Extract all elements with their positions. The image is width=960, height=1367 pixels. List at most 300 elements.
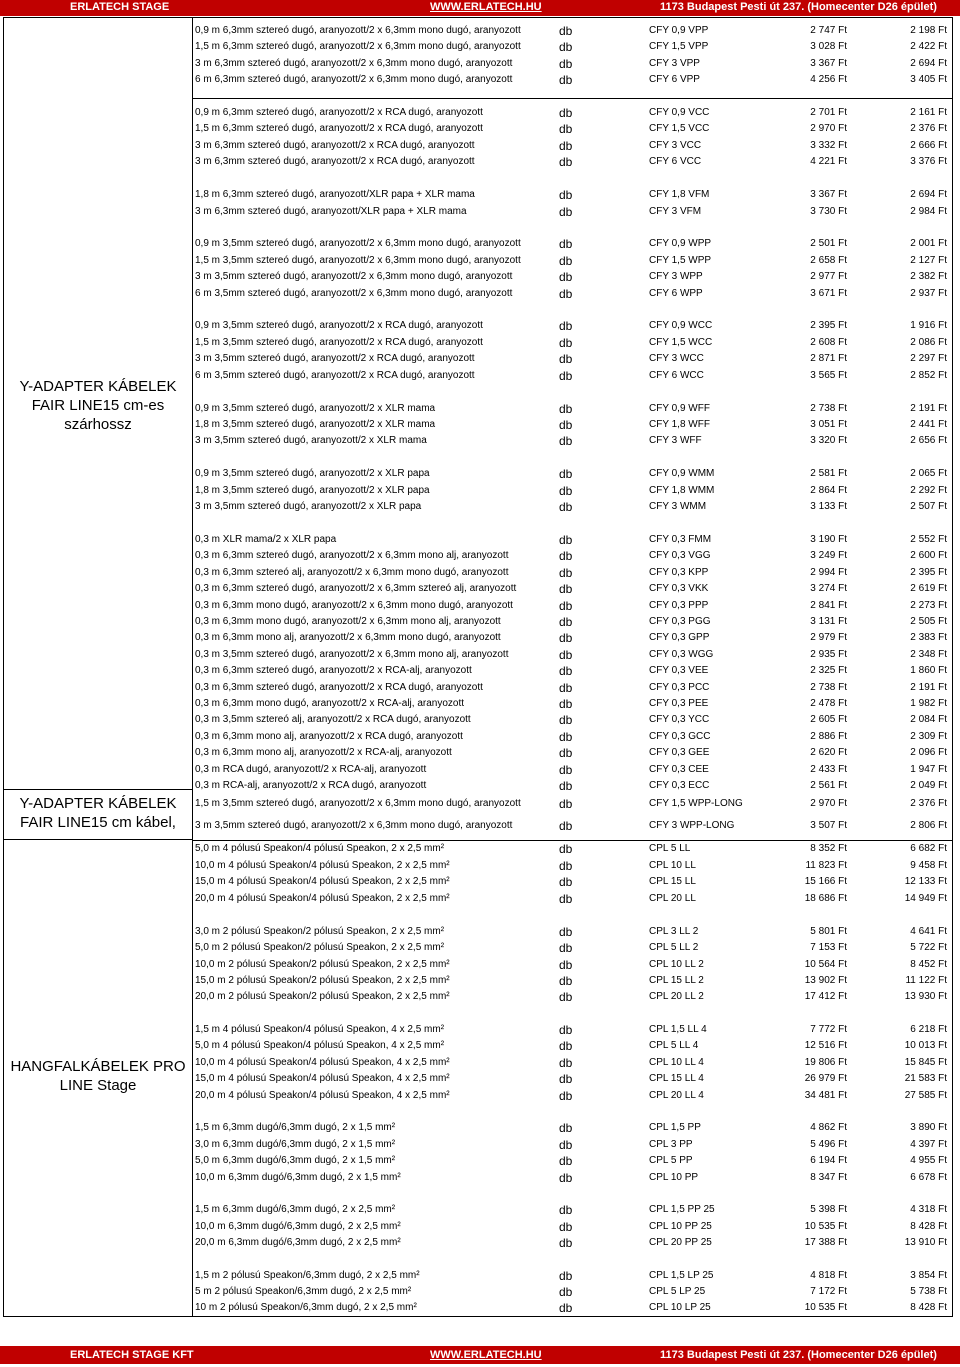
item-unit: db — [559, 664, 573, 678]
table-row — [193, 858, 951, 874]
item-unit: db — [559, 1236, 573, 1250]
item-code: CFY 3 VFM — [649, 206, 702, 217]
table-row — [193, 680, 951, 696]
section-divider — [193, 98, 953, 99]
item-code: CPL 5 LL — [649, 843, 691, 854]
header-bar — [0, 0, 960, 16]
item-description: 0,3 m 6,3mm sztereó dugó, aranyozott/2 x 6,3mm mono alj, aranyozott — [195, 550, 509, 561]
item-net-price: 2 376 Ft — [910, 798, 947, 809]
item-description: 0,9 m 3,5mm sztereó dugó, aranyozott/2 x XLR papa — [195, 468, 430, 479]
table-row — [193, 745, 951, 761]
item-code: CFY 0,3 PGG — [649, 616, 711, 627]
item-unit: db — [559, 958, 573, 972]
item-net-price: 10 013 Ft — [904, 1040, 947, 1051]
item-net-price: 2 382 Ft — [910, 271, 947, 282]
item-list-price: 2 970 Ft — [810, 123, 847, 134]
item-code: CFY 0,9 WCC — [649, 320, 713, 331]
item-code: CFY 0,3 PPP — [649, 600, 709, 611]
table-row — [193, 647, 951, 663]
item-unit: db — [559, 500, 573, 514]
item-code: CFY 0,9 VPP — [649, 25, 709, 36]
item-code: CPL 1,5 PP 25 — [649, 1204, 715, 1215]
item-description: 3,0 m 6,3mm dugó/6,3mm dugó, 2 x 1,5 mm² — [195, 1139, 396, 1150]
item-description: 1,5 m 3,5mm sztereó dugó, aranyozott/2 x 6,3mm mono dugó, aranyozott — [195, 798, 521, 809]
table-row — [193, 957, 951, 973]
table-row — [193, 796, 951, 812]
item-code: CFY 0,3 VKK — [649, 583, 709, 594]
item-net-price: 1 947 Ft — [910, 764, 947, 775]
item-list-price: 3 028 Ft — [810, 41, 847, 52]
item-list-price: 7 153 Ft — [810, 942, 847, 953]
table-row — [193, 1170, 951, 1186]
item-net-price: 27 585 Ft — [904, 1090, 947, 1101]
item-code: CPL 10 LL — [649, 860, 696, 871]
item-description: 20,0 m 4 pólusú Speakon/4 pólusú Speakon, 2 x 2,5 mm² — [195, 893, 450, 904]
item-description: 1,5 m 6,3mm sztereó dugó, aranyozott/2 x RCA dugó, aranyozott — [195, 123, 483, 134]
item-unit: db — [559, 270, 573, 284]
item-list-price: 3 730 Ft — [810, 206, 847, 217]
item-net-price: 2 273 Ft — [910, 600, 947, 611]
item-net-price: 13 930 Ft — [904, 991, 947, 1002]
item-net-price: 2 198 Ft — [910, 25, 947, 36]
item-description: 15,0 m 2 pólusú Speakon/2 pólusú Speakon, 2 x 2,5 mm² — [195, 975, 450, 986]
item-list-price: 2 561 Ft — [810, 780, 847, 791]
item-description: 10,0 m 6,3mm dugó/6,3mm dugó, 2 x 1,5 mm² — [195, 1172, 401, 1183]
item-list-price: 3 274 Ft — [810, 583, 847, 594]
item-description: 0,9 m 3,5mm sztereó dugó, aranyozott/2 x RCA dugó, aranyozott — [195, 320, 483, 331]
item-net-price: 2 395 Ft — [910, 567, 947, 578]
item-unit: db — [559, 418, 573, 432]
item-description: 0,3 m 6,3mm sztereó dugó, aranyozott/2 x 6,3mm sztereó alj, aranyozott — [195, 583, 517, 594]
table-row — [193, 663, 951, 679]
item-net-price: 2 600 Ft — [910, 550, 947, 561]
item-description: 5 m 2 pólusú Speakon/6,3mm dugó, 2 x 2,5 mm² — [195, 1286, 412, 1297]
category-label: Y-ADAPTER KÁBELEK FAIR LINE15 cm-es szárhossz — [19, 378, 177, 433]
item-description: 1,8 m 3,5mm sztereó dugó, aranyozott/2 x XLR mama — [195, 419, 436, 430]
item-description: 0,3 m RCA dugó, aranyozott/2 x RCA-alj, aranyozott — [195, 764, 427, 775]
item-list-price: 4 256 Ft — [810, 74, 847, 85]
table-row — [193, 874, 951, 890]
item-list-price: 2 325 Ft — [810, 665, 847, 676]
item-net-price: 2 806 Ft — [910, 820, 947, 831]
table-row — [193, 204, 951, 220]
table-row — [193, 138, 951, 154]
item-net-price: 3 405 Ft — [910, 74, 947, 85]
item-list-price: 2 701 Ft — [810, 107, 847, 118]
item-unit: db — [559, 434, 573, 448]
item-list-price: 18 686 Ft — [804, 893, 847, 904]
item-description: 3 m 6,3mm sztereó dugó, aranyozott/2 x RCA dugó, aranyozott — [195, 156, 475, 167]
item-description: 0,3 m XLR mama/2 x XLR papa — [195, 534, 337, 545]
item-description: 0,3 m RCA-alj, aranyozott/2 x RCA dugó, aranyozott — [195, 780, 427, 791]
item-description: 0,9 m 6,3mm sztereó dugó, aranyozott/2 x 6,3mm mono dugó, aranyozott — [195, 25, 521, 36]
item-net-price: 2 937 Ft — [910, 288, 947, 299]
item-list-price: 2 886 Ft — [810, 731, 847, 742]
table-row — [193, 598, 951, 614]
item-list-price: 10 535 Ft — [804, 1221, 847, 1232]
item-description: 1,8 m 3,5mm sztereó dugó, aranyozott/2 x XLR papa — [195, 485, 430, 496]
item-net-price: 2 656 Ft — [910, 435, 947, 446]
table-row — [193, 565, 951, 581]
table-row — [193, 269, 951, 285]
table-row — [193, 1071, 951, 1087]
table-row — [193, 417, 951, 433]
table-row — [193, 940, 951, 956]
item-description: 1,5 m 6,3mm dugó/6,3mm dugó, 2 x 2,5 mm² — [195, 1204, 396, 1215]
table-row — [193, 1235, 951, 1251]
table-row — [193, 614, 951, 630]
item-net-price: 8 428 Ft — [910, 1221, 947, 1232]
item-code: CFY 1,5 WPP — [649, 255, 712, 266]
item-code: CFY 0,3 ECC — [649, 780, 710, 791]
item-description: 0,3 m 6,3mm mono dugó, aranyozott/2 x RCA-alj, aranyozott — [195, 698, 465, 709]
table-row — [193, 548, 951, 564]
item-code: CPL 20 LL 4 — [649, 1090, 704, 1101]
item-code: CPL 20 LL 2 — [649, 991, 704, 1002]
item-unit: db — [559, 336, 573, 350]
table-row — [193, 989, 951, 1005]
item-net-price: 4 397 Ft — [910, 1139, 947, 1150]
item-net-price: 2 292 Ft — [910, 485, 947, 496]
item-list-price: 2 620 Ft — [810, 747, 847, 758]
item-code: CFY 0,9 WFF — [649, 403, 710, 414]
table-row — [193, 483, 951, 499]
item-unit: db — [559, 1285, 573, 1299]
item-net-price: 9 458 Ft — [910, 860, 947, 871]
item-code: CFY 3 WFF — [649, 435, 702, 446]
item-unit: db — [559, 990, 573, 1004]
item-unit: db — [559, 57, 573, 71]
header-website-link[interactable]: WWW.ERLATECH.HU — [430, 1, 542, 13]
item-list-price: 3 507 Ft — [810, 820, 847, 831]
item-unit: db — [559, 205, 573, 219]
item-description: 6 m 6,3mm sztereó dugó, aranyozott/2 x 6,3mm mono dugó, aranyozott — [195, 74, 513, 85]
item-list-price: 2 979 Ft — [810, 632, 847, 643]
table-row — [193, 1153, 951, 1169]
item-unit: db — [559, 122, 573, 136]
item-unit: db — [559, 484, 573, 498]
item-net-price: 14 949 Ft — [904, 893, 947, 904]
table-row — [193, 335, 951, 351]
table-row — [193, 581, 951, 597]
item-list-price: 4 862 Ft — [810, 1122, 847, 1133]
item-unit: db — [559, 1220, 573, 1234]
item-code: CPL 5 LP 25 — [649, 1286, 706, 1297]
item-code: CFY 0,9 VCC — [649, 107, 710, 118]
item-list-price: 2 994 Ft — [810, 567, 847, 578]
item-net-price: 2 507 Ft — [910, 501, 947, 512]
item-code: CFY 0,3 VEE — [649, 665, 709, 676]
item-code: CFY 0,3 KPP — [649, 567, 709, 578]
item-list-price: 2 841 Ft — [810, 600, 847, 611]
item-unit: db — [559, 1171, 573, 1185]
item-list-price: 4 221 Ft — [810, 156, 847, 167]
item-list-price: 5 496 Ft — [810, 1139, 847, 1150]
item-description: 10,0 m 4 pólusú Speakon/4 pólusú Speakon, 4 x 2,5 mm² — [195, 1057, 450, 1068]
item-list-price: 3 320 Ft — [810, 435, 847, 446]
item-list-price: 2 747 Ft — [810, 25, 847, 36]
item-list-price: 2 970 Ft — [810, 798, 847, 809]
table-row — [193, 105, 951, 121]
item-code: CPL 3 PP — [649, 1139, 693, 1150]
item-unit: db — [559, 533, 573, 547]
item-description: 3 m 3,5mm sztereó dugó, aranyozott/2 x 6,3mm mono dugó, aranyozott — [195, 271, 513, 282]
item-list-price: 4 818 Ft — [810, 1270, 847, 1281]
item-net-price: 6 682 Ft — [910, 843, 947, 854]
item-unit: db — [559, 819, 573, 833]
table-row — [193, 154, 951, 170]
item-list-price: 17 388 Ft — [804, 1237, 847, 1248]
item-code: CFY 1,8 WFF — [649, 419, 710, 430]
item-description: 0,9 m 3,5mm sztereó dugó, aranyozott/2 x 6,3mm mono dugó, aranyozott — [195, 238, 521, 249]
table-row — [193, 973, 951, 989]
item-unit: db — [559, 1056, 573, 1070]
table-row — [193, 433, 951, 449]
table-row — [193, 1268, 951, 1284]
item-list-price: 7 172 Ft — [810, 1286, 847, 1297]
table-row — [193, 368, 951, 384]
item-net-price: 2 984 Ft — [910, 206, 947, 217]
item-code: CPL 15 LL 2 — [649, 975, 704, 986]
item-net-price: 3 376 Ft — [910, 156, 947, 167]
item-unit: db — [559, 1121, 573, 1135]
item-code: CFY 0,9 WMM — [649, 468, 715, 479]
item-unit: db — [559, 925, 573, 939]
item-unit: db — [559, 1089, 573, 1103]
item-code: CFY 6 VCC — [649, 156, 702, 167]
item-list-price: 34 481 Ft — [804, 1090, 847, 1101]
item-net-price: 2 297 Ft — [910, 353, 947, 364]
item-unit: db — [559, 73, 573, 87]
item-list-price: 12 516 Ft — [804, 1040, 847, 1051]
item-description: 0,3 m 6,3mm sztereó alj, aranyozott/2 x 6,3mm mono dugó, aranyozott — [195, 567, 509, 578]
item-code: CFY 0,9 WPP — [649, 238, 712, 249]
table-row — [193, 891, 951, 907]
item-description: 6 m 3,5mm sztereó dugó, aranyozott/2 x RCA dugó, aranyozott — [195, 370, 475, 381]
item-net-price: 12 133 Ft — [904, 876, 947, 887]
item-list-price: 10 535 Ft — [804, 1302, 847, 1313]
item-list-price: 2 608 Ft — [810, 337, 847, 348]
table-row — [193, 1022, 951, 1038]
table-row — [193, 841, 951, 857]
item-description: 0,3 m 3,5mm sztereó alj, aranyozott/2 x RCA dugó, aranyozott — [195, 714, 471, 725]
item-code: CFY 6 WCC — [649, 370, 704, 381]
category-label: Y-ADAPTER KÁBELEK FAIR LINE15 cm kábel, — [19, 795, 177, 831]
item-net-price: 8 452 Ft — [910, 959, 947, 970]
item-description: 10,0 m 6,3mm dugó/6,3mm dugó, 2 x 2,5 mm² — [195, 1221, 401, 1232]
item-net-price: 5 738 Ft — [910, 1286, 947, 1297]
item-description: 0,3 m 6,3mm mono alj, aranyozott/2 x RCA-alj, aranyozott — [195, 747, 452, 758]
table-row — [193, 630, 951, 646]
item-net-price: 2 191 Ft — [910, 682, 947, 693]
item-list-price: 2 935 Ft — [810, 649, 847, 660]
item-net-price: 1 982 Ft — [910, 698, 947, 709]
table-row — [193, 318, 951, 334]
item-net-price: 2 383 Ft — [910, 632, 947, 643]
item-list-price: 3 190 Ft — [810, 534, 847, 545]
item-unit: db — [559, 1154, 573, 1168]
item-code: CPL 15 LL — [649, 876, 696, 887]
item-net-price: 2 348 Ft — [910, 649, 947, 660]
item-code: CFY 0,3 FMM — [649, 534, 712, 545]
item-code: CPL 3 LL 2 — [649, 926, 699, 937]
item-description: 0,3 m 6,3mm sztereó dugó, aranyozott/2 x RCA dugó, aranyozott — [195, 682, 483, 693]
item-code: CFY 1,5 VCC — [649, 123, 710, 134]
item-net-price: 3 890 Ft — [910, 1122, 947, 1133]
item-unit: db — [559, 974, 573, 988]
table-row — [193, 532, 951, 548]
item-list-price: 10 564 Ft — [804, 959, 847, 970]
table-row — [193, 1055, 951, 1071]
item-list-price: 19 806 Ft — [804, 1057, 847, 1068]
item-unit: db — [559, 1301, 573, 1315]
table-row — [193, 236, 951, 252]
item-unit: db — [559, 582, 573, 596]
item-description: 0,3 m 6,3mm mono alj, aranyozott/2 x RCA dugó, aranyozott — [195, 731, 463, 742]
item-net-price: 2 049 Ft — [910, 780, 947, 791]
item-net-price: 2 086 Ft — [910, 337, 947, 348]
table-row — [193, 924, 951, 940]
table-row — [193, 39, 951, 55]
item-list-price: 3 332 Ft — [810, 140, 847, 151]
table-row — [193, 72, 951, 88]
item-list-price: 2 395 Ft — [810, 320, 847, 331]
item-net-price: 2 001 Ft — [910, 238, 947, 249]
item-description: 1,5 m 2 pólusú Speakon/6,3mm dugó, 2 x 2,5 mm² — [195, 1270, 420, 1281]
item-description: 3 m 3,5mm sztereó dugó, aranyozott/2 x 6,3mm mono dugó, aranyozott — [195, 820, 513, 831]
table-row — [193, 1137, 951, 1153]
item-code: CPL 15 LL 4 — [649, 1073, 704, 1084]
item-code: CPL 5 LL 2 — [649, 942, 699, 953]
item-list-price: 2 478 Ft — [810, 698, 847, 709]
table-row — [193, 286, 951, 302]
item-code: CFY 0,3 VGG — [649, 550, 711, 561]
table-row — [193, 351, 951, 367]
item-list-price: 3 565 Ft — [810, 370, 847, 381]
item-list-price: 2 977 Ft — [810, 271, 847, 282]
table-row — [193, 1088, 951, 1104]
item-description: 0,9 m 3,5mm sztereó dugó, aranyozott/2 x XLR mama — [195, 403, 436, 414]
item-description: 5,0 m 6,3mm dugó/6,3mm dugó, 2 x 1,5 mm² — [195, 1155, 396, 1166]
item-code: CFY 6 WPP — [649, 288, 703, 299]
item-net-price: 2 376 Ft — [910, 123, 947, 134]
item-unit: db — [559, 631, 573, 645]
item-description: 3,0 m 2 pólusú Speakon/2 pólusú Speakon, 2 x 2,5 mm² — [195, 926, 445, 937]
item-code: CPL 20 PP 25 — [649, 1237, 712, 1248]
item-code: CFY 1,5 WCC — [649, 337, 713, 348]
item-unit: db — [559, 1269, 573, 1283]
table-row — [193, 1300, 951, 1316]
item-unit: db — [559, 319, 573, 333]
item-code: CFY 0,3 YCC — [649, 714, 710, 725]
item-code: CPL 1,5 LP 25 — [649, 1270, 714, 1281]
item-unit: db — [559, 1039, 573, 1053]
item-list-price: 26 979 Ft — [804, 1073, 847, 1084]
item-description: 1,5 m 3,5mm sztereó dugó, aranyozott/2 x RCA dugó, aranyozott — [195, 337, 483, 348]
item-unit: db — [559, 24, 573, 38]
item-net-price: 2 666 Ft — [910, 140, 947, 151]
item-unit: db — [559, 842, 573, 856]
item-unit: db — [559, 369, 573, 383]
item-description: 20,0 m 2 pólusú Speakon/2 pólusú Speakon, 2 x 2,5 mm² — [195, 991, 450, 1002]
item-code: CFY 0,3 CEE — [649, 764, 709, 775]
item-unit: db — [559, 697, 573, 711]
item-unit: db — [559, 763, 573, 777]
table-row — [193, 1202, 951, 1218]
item-net-price: 2 694 Ft — [910, 58, 947, 69]
table-row — [193, 696, 951, 712]
item-unit: db — [559, 599, 573, 613]
item-unit: db — [559, 1072, 573, 1086]
item-unit: db — [559, 713, 573, 727]
item-code: CFY 3 WCC — [649, 353, 704, 364]
item-net-price: 2 694 Ft — [910, 189, 947, 200]
item-unit: db — [559, 467, 573, 481]
item-code: CFY 0,3 PEE — [649, 698, 709, 709]
item-unit: db — [559, 549, 573, 563]
item-description: 3 m 6,3mm sztereó dugó, aranyozott/2 x 6,3mm mono dugó, aranyozott — [195, 58, 513, 69]
item-description: 1,8 m 6,3mm sztereó dugó, aranyozott/XLR papa + XLR mama — [195, 189, 475, 200]
item-unit: db — [559, 237, 573, 251]
item-list-price: 7 772 Ft — [810, 1024, 847, 1035]
item-code: CFY 3 VCC — [649, 140, 702, 151]
item-code: CFY 3 WPP-LONG — [649, 820, 735, 831]
item-description: 5,0 m 4 pólusú Speakon/4 pólusú Speakon, 2 x 2,5 mm² — [195, 843, 445, 854]
item-unit: db — [559, 1138, 573, 1152]
item-description: 15,0 m 4 pólusú Speakon/4 pólusú Speakon, 2 x 2,5 mm² — [195, 876, 450, 887]
item-net-price: 2 191 Ft — [910, 403, 947, 414]
item-list-price: 15 166 Ft — [804, 876, 847, 887]
table-row — [193, 253, 951, 269]
item-description: 20,0 m 6,3mm dugó/6,3mm dugó, 2 x 2,5 mm² — [195, 1237, 401, 1248]
item-net-price: 2 552 Ft — [910, 534, 947, 545]
item-description: 0,9 m 6,3mm sztereó dugó, aranyozott/2 x RCA dugó, aranyozott — [195, 107, 483, 118]
item-net-price: 2 619 Ft — [910, 583, 947, 594]
item-description: 6 m 3,5mm sztereó dugó, aranyozott/2 x 6,3mm mono dugó, aranyozott — [195, 288, 513, 299]
item-code: CFY 1,8 WMM — [649, 485, 715, 496]
item-list-price: 6 194 Ft — [810, 1155, 847, 1166]
footer-address: 1173 Budapest Pesti út 237. (Homecenter D26 épület) — [660, 1349, 937, 1361]
item-description: 1,5 m 4 pólusú Speakon/4 pólusú Speakon, 4 x 2,5 mm² — [195, 1024, 445, 1035]
item-net-price: 2 161 Ft — [910, 107, 947, 118]
item-list-price: 2 581 Ft — [810, 468, 847, 479]
item-description: 15,0 m 4 pólusú Speakon/4 pólusú Speakon, 4 x 2,5 mm² — [195, 1073, 450, 1084]
item-unit: db — [559, 106, 573, 120]
item-unit: db — [559, 730, 573, 744]
item-description: 0,3 m 6,3mm mono dugó, aranyozott/2 x 6,3mm mono alj, aranyozott — [195, 616, 501, 627]
item-net-price: 5 722 Ft — [910, 942, 947, 953]
item-list-price: 2 738 Ft — [810, 403, 847, 414]
table-row — [193, 121, 951, 137]
item-unit: db — [559, 352, 573, 366]
item-unit: db — [559, 188, 573, 202]
item-list-price: 2 658 Ft — [810, 255, 847, 266]
table-row — [193, 1120, 951, 1136]
item-code: CFY 0,3 GEE — [649, 747, 710, 758]
item-description: 20,0 m 4 pólusú Speakon/4 pólusú Speakon, 4 x 2,5 mm² — [195, 1090, 450, 1101]
item-net-price: 1 860 Ft — [910, 665, 947, 676]
item-unit: db — [559, 254, 573, 268]
item-list-price: 5 398 Ft — [810, 1204, 847, 1215]
item-unit: db — [559, 779, 573, 793]
item-list-price: 2 864 Ft — [810, 485, 847, 496]
table-row — [193, 712, 951, 728]
footer-website-link[interactable]: WWW.ERLATECH.HU — [430, 1349, 542, 1361]
table-row — [193, 818, 951, 834]
item-code: CPL 1,5 LL 4 — [649, 1024, 707, 1035]
item-code: CFY 0,3 PCC — [649, 682, 710, 693]
item-unit: db — [559, 1023, 573, 1037]
